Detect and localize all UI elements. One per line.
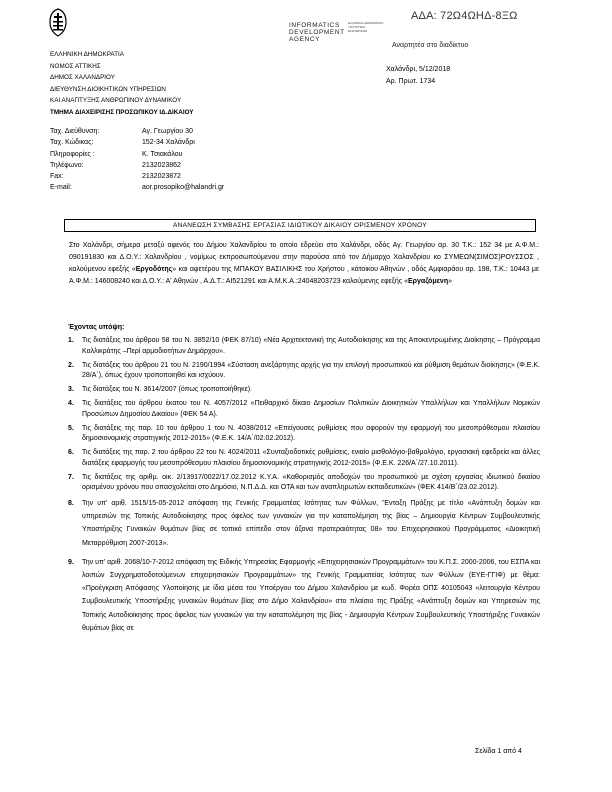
list-item [68, 399, 540, 420]
item-text: Τις διατάξεις της αριθμ. οικ. 2/13917/0022/17.02.2012 Κ.Υ.Α. «Καθορισμός αποδοχών του προσωπικού με σχέση εργασίας ιδιωτικού δικαίου ορισμένου χρόνου που απασχολείται στο Δημόσιο, Ν.Π.Δ.Δ. και ΟΤΑ και των αναπληρωτών εκπαιδευτικών» (ΦΕΚ 414/Β΄/23.02.2012). [82, 473, 540, 491]
list-item [68, 336, 540, 357]
item-number: 3. [68, 386, 74, 393]
item-number: 6. [68, 449, 74, 456]
item-number: 5. [68, 424, 74, 432]
item-text: Την υπ' αριθ. 1515/15-05-2012 απόφαση της Γενικής Γραμματέας Ισότητας των Φύλλων, 'Ένταξη Πράξης με τίτλο «Ανάπτυξη δομών και υπηρεσιών της Τοπικής Αυτοδιοίκησης προς όφελος των γυναικών για την καταπολέμηση της βίας – Δημιουργία Κέντρων Συμβουλευτικής Υποστήριξης Γυναικών θυμάτων βίας σε τοπικό επίπεδο στον άξονα προτεραιότητας 08» του Επιχειρησιακού Προγράμματος «Διοικητική Μεταρρύθμιση 2007-2013». [82, 500, 540, 547]
info-value: 152-34 Χαλάνδρι [142, 139, 195, 147]
org-line-2: ΝΟΜΟΣ ΑΤΤΙΚΗΣ [50, 62, 101, 70]
publish-status: Αναρτητέα στο διαδίκτυο [392, 42, 469, 49]
intro-text-3: » [448, 278, 452, 285]
item-text: Τις διατάξεις της παρ. 2 του άρθρου 22 του Ν. 4024/2011 «Συνταξιοδοτικές ρυθμίσεις, ενιαίο μισθολόγιο-βαθμολόγιο, εργασιακή εφεδρεία και άλλες διατάξεις εφαρμογής του μεσοπρόθεσμου πλαισίου δημοσιονομικής στρατηγικής 2012-2015» (Φ.Ε.Κ. 226/Α΄/27.10.2011). [82, 449, 540, 467]
item-text: Τις διατάξεις του άρθρου έκατου του Ν. 4057/2012 «Πειθαρχικό δίκαιο Δημοσίων Πολιτικών Διοικητικών Υπαλλήλων και Υπαλλήλων Νομικών Προσώπων Δημοσίου Δικαίου» (ΦΕΚ 54 Α). [82, 400, 540, 418]
page-number: Σελίδα 1 από 4 [475, 748, 522, 755]
info-value: Κ. Τσιακάλου [142, 150, 183, 158]
info-key: E-mail: [50, 184, 72, 192]
org-line-1: ΕΛΛΗΝΙΚΗ ΔΗΜΟΚΡΑΤΙΑ [50, 51, 124, 58]
info-row [50, 137, 224, 148]
info-key: Ταχ. Κώδικας: [50, 139, 94, 147]
list-item [68, 361, 540, 382]
informatics-agency-seal: INFORMATICS DEVELOPMENT AGENCY [289, 22, 345, 43]
considerations-list [68, 336, 540, 641]
contact-info [50, 126, 224, 194]
intro-text-1: Στο Χαλάνδρι, σήμερα μεταξύ αφενός του Δήμου Χαλανδρίου το οποίο εδρεύει στο Χαλάνδρι, οδός Αγ. Γεωργίου αρ. 30 Τ.Κ.: 152 34 με Α.Φ.Μ.: 090191830 και Δ.Ο.Υ.: Χαλανδρίου , νομίμως εκπροσωπούμενου στην παρούσα από τον Δήμαρχο Χαλανδρίου κο ΣΥΜΕΩΝ(ΣΙΜΟΣ)ΡΟΥΣΣΟΣ , καλούμενου εφεξής « [69, 242, 539, 273]
info-row [50, 160, 224, 171]
item-text: Τις διατάξεις του άρθρου 58 του Ν. 3852/10 (ΦΕΚ 87/10) «Νέα Αρχιτεκτονική της Αυτοδιοίκησης και της Αποκεντρωμένης Διοίκησης – Πρόγραμμα Καλλικράτης –Περί αρμοδιοτήτων Δημάρχου». [82, 337, 540, 355]
place-date: Χαλάνδρι, 5/12/2018 [386, 66, 451, 73]
org-line-5: ΚΑΙ ΑΝΑΠΤΥΞΗΣ ΑΝΘΡΩΠΙΝΟΥ ΔΥΝΑΜΙΚΟΥ [50, 97, 182, 104]
intro-text-2: » και αφετέρου της ΜΠΑΚΟΥ ΒΑΣΙΛΙΚΗΣ του Χρήστου , κάτοικου Αθηνών , οδός Αμφιαράου αρ. 198, Τ.Κ.: 10443 με Α.Φ.Μ.: 146008240 και Δ.Ο.Υ.: Α' Αθηνών , Α.Δ.Τ.: ΑΙ521291 και Α.Μ.Κ.Α.:24048203723 καλούμενης εφεξής « [69, 266, 539, 285]
list-item [68, 385, 540, 396]
item-number: 8. [68, 500, 74, 507]
date-protocol-block [386, 64, 450, 88]
intro-paragraph [69, 240, 539, 288]
item-number: 4. [68, 400, 74, 407]
item-text: Την υπ' αριθ. 2068/10-7-2012 απόφαση της Ειδικής Υπηρεσίας Εφαρμογής «Επιχειρησιακών Προγραμμάτων» του Κ.Π.Σ. 2000-2006, του ΕΣΠΑ και λοιπών Συγχρηματοδοτούμενων επιχειρησιακών Προγραμμάτων» της Γενικής Γραμματείας Ισότητας των Φύλλων (ΕΥΕ-ΓΓΙΦ) με θέμα: «Προέγκριση Απόφασης Υλοποίησης με ίδια μέσα του Υποέργου του Δήμου Χαλανδρίου με κωδ. Φορέα ΟΠΣ 40105043 «λειτουργία Κέντρου Συμβουλευτικής Υποστήριξης γυναικών θυμάτων βίας στο Δήμο Χαλανδρίου» στο πλαίσιο της Πράξης «Ανάπτυξη δομών και Υπηρεσιών της Τοπικής Αυτοδιοίκησης προς όφελος των γυναικών για την καταπολέμηση της βίας - Δημιουργία Κέντρων Συμβουλευτικής Υποστήριξης Γυναικών θυμάτων βίας σε [82, 558, 540, 632]
info-row [50, 182, 224, 193]
list-item [68, 473, 540, 494]
info-key: Πληροφορίες : [50, 150, 95, 158]
org-line-6: ΤΜΗΜΑ ΔΙΑΧΕΙΡΙΣΗΣ ΠΡΟΣΩΠΙΚΟΥ ΙΔ.ΔΙΚΑΙΟΥ [50, 108, 194, 116]
org-line-4: ΔΙΕΥΘΥΝΣΗ ΔΙΟΙΚΗΤΙΚΩΝ ΥΠΗΡΕΣΙΩΝ [50, 85, 166, 93]
item-text: Τις διατάξεις του άρθρου 21 του Ν. 2190/1994 «Σύσταση ανεξάρτητης αρχής για την επιλογή προσωπικού και ρύθμιση θεμάτων διοίκησης» (Φ.Ε.Κ. 28/Α΄), όπως έχουν τροποποιηθεί και ισχύουν. [82, 361, 540, 379]
info-key: Fax: [50, 173, 64, 181]
info-row [50, 149, 224, 160]
employer-term: Εργοδότης [135, 266, 173, 273]
agency-seal-note: ΕΛΛΗΝΙΚΗ ΔΗΜΟΚΡΑΤΙΑ ΥΠΟΥΡΓΕΙΟ ΕΣΩΤΕΡΙΚΩΝ [348, 21, 384, 33]
info-key: Τηλέφωνο: [50, 161, 84, 169]
info-value: 2132023872 [142, 173, 181, 181]
info-value: 2132023862 [142, 161, 181, 169]
list-item [68, 448, 540, 469]
info-value: Αγ. Γεωργίου 30 [142, 128, 193, 135]
item-number: 7. [68, 473, 74, 481]
document-title: ΑΝΑΝΕΩΣΗ ΣΥΜΒΑΣΗΣ ΕΡΓΑΣΙΑΣ ΙΔΙΩΤΙΚΟΥ ΔΙΚΑΙΟΥ ΟΡΙΣΜΕΝΟΥ ΧΡΟΝΟΥ [64, 219, 536, 232]
item-number: 1. [68, 337, 74, 344]
list-item [68, 556, 540, 635]
item-text: Τις διατάξεις της παρ. 10 του άρθρου 1 του Ν. 4038/2012 «Επείγουσες ρυθμίσεις που αφορούν την εφαρμογή του μεσοπρόθεσμου πλαισίου δημοσιονομικής στρατηγικής 2012-2015» (Φ.Ε.Κ. 14/Α΄/02.02.2012). [82, 424, 540, 442]
ada-code: ΑΔΑ: 72Ω4ΩΗΔ-8ΞΩ [411, 10, 518, 22]
email-value: aor.prosopiko@halandri.gr [142, 184, 225, 192]
list-item [68, 497, 540, 550]
greek-emblem-icon [48, 8, 68, 38]
organization-header [50, 49, 194, 118]
info-key: Ταχ. Διεύθυνση: [50, 128, 100, 135]
protocol-number: Αρ. Πρωτ. 1734 [386, 78, 436, 85]
info-row [50, 126, 224, 137]
info-row [50, 171, 224, 182]
item-number: 2. [68, 361, 74, 369]
list-item [68, 424, 540, 445]
item-text: Τις διατάξεις του Ν. 3614/2007 (όπως τροποποιήθηκε). [82, 386, 252, 393]
considering-heading: Έχοντας υπόψη: [68, 324, 125, 331]
org-line-3: ΔΗΜΟΣ ΧΑΛΑΝΔΡΙΟΥ [50, 74, 115, 81]
item-number: 9. [68, 558, 74, 566]
employee-term: Εργαζόμενη [408, 278, 449, 285]
